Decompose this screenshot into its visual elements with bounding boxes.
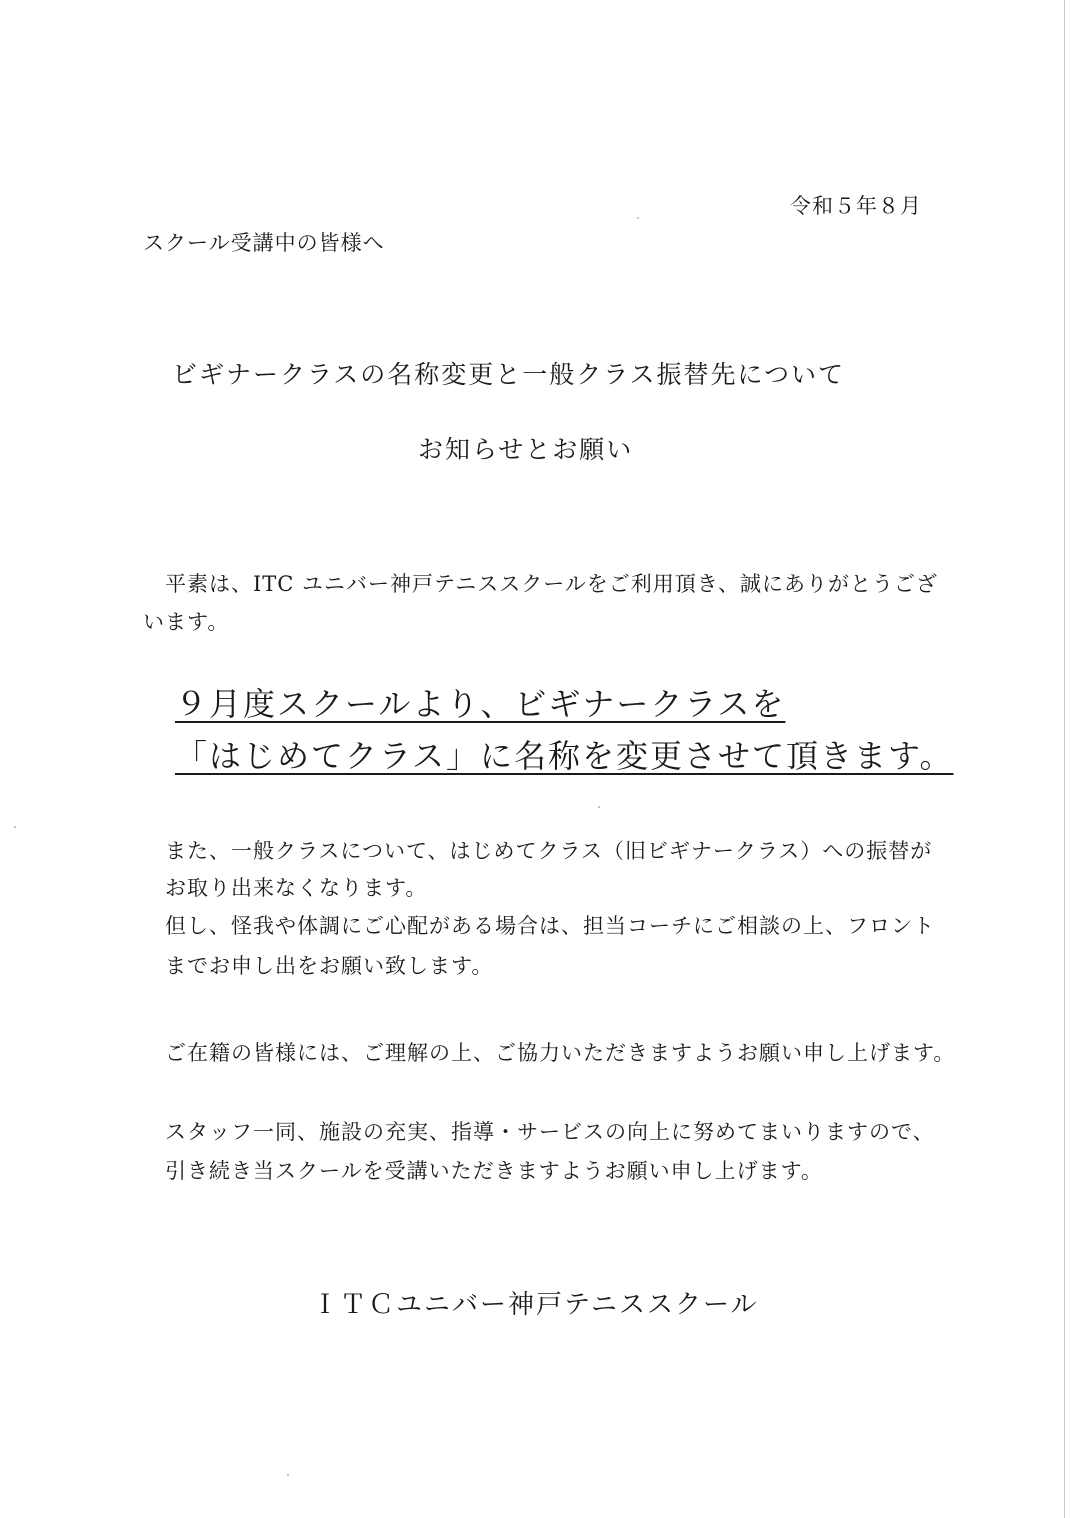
announcement-line: ９月度スクールより、ビギナークラスを bbox=[175, 685, 786, 723]
body-paragraph-line: 引き続き当スクールを受講いただきますようお願い申し上げます。 bbox=[165, 1159, 823, 1183]
scan-speck bbox=[287, 1474, 289, 1476]
greeting-line: 平素は、ITC ユニバー神戸テニススクールをご利用頂き、誠にありがとうござ bbox=[165, 572, 938, 596]
document-subtitle: お知らせとお願い bbox=[418, 435, 634, 464]
announcement-line: 「はじめてクラス」に名称を変更させて頂きます。 bbox=[175, 737, 954, 775]
body-paragraph-line: お取り出来なくなります。 bbox=[165, 876, 428, 900]
greeting-line: います。 bbox=[143, 610, 230, 634]
scan-speck bbox=[637, 217, 639, 219]
scan-speck bbox=[598, 806, 600, 808]
document-date: 令和５年８月 bbox=[790, 194, 922, 218]
addressee: スクール受講中の皆様へ bbox=[143, 231, 385, 255]
document-title: ビギナークラスの名称変更と一般クラス振替先について bbox=[172, 360, 846, 389]
body-paragraph-line: までお申し出をお願い致します。 bbox=[165, 954, 494, 978]
body-paragraph-line: スタッフ一同、施設の充実、指導・サービスの向上に努めてまいりますので、 bbox=[165, 1120, 935, 1144]
scan-speck bbox=[14, 826, 16, 828]
body-paragraph-line: 但し、怪我や体調にご心配がある場合は、担当コーチにご相談の上、フロント bbox=[165, 914, 935, 938]
body-paragraph-line: また、一般クラスについて、はじめてクラス（旧ビギナークラス）への振替が bbox=[165, 839, 933, 863]
body-paragraph-line: ご在籍の皆様には、ご理解の上、ご協力いただきますようお願い申し上げます。 bbox=[165, 1041, 956, 1065]
signature-organization: ＩＴＣユニバー神戸テニススクール bbox=[312, 1290, 759, 1320]
scan-edge-line bbox=[1064, 0, 1065, 1518]
